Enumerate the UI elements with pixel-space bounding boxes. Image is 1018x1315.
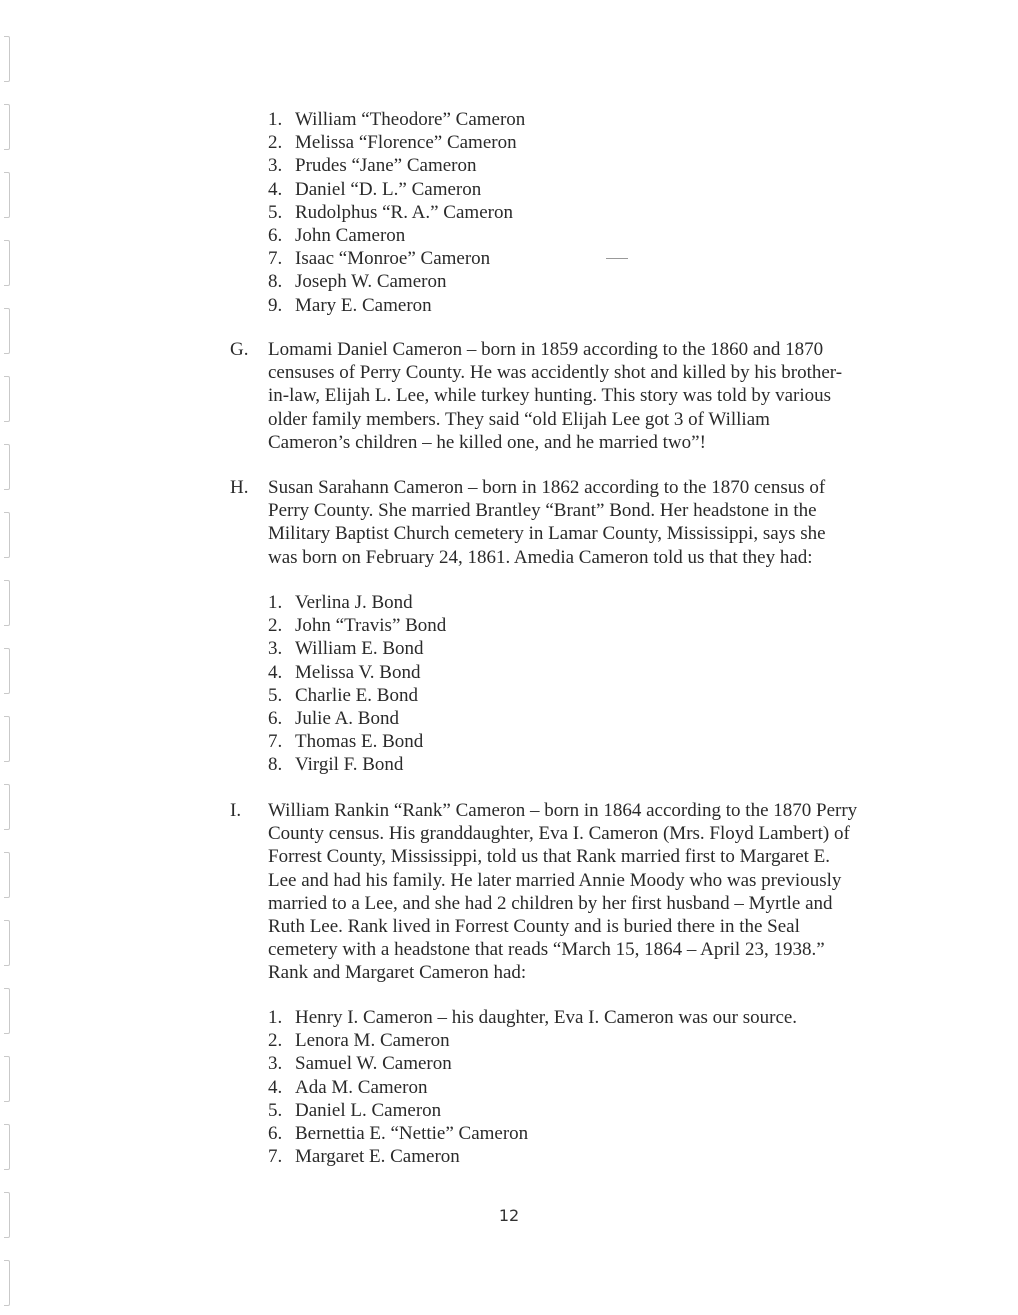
section-letter: I. [230,800,242,821]
binder-mark [4,852,10,898]
binder-mark [4,1056,10,1102]
binder-mark [4,1124,10,1170]
binder-mark [4,444,10,490]
binder-mark [4,920,10,966]
section-paragraph: Lomami Daniel Cameron – born in 1859 according to the 1860 and 1870 censuses of Perry County. He was accidently shot and killed by his brother- in-law, Elijah L. Lee, while turkey hunting. This story was told by various older family members. They said “old Elijah Lee got 3 of William Cameron’s children – he killed one, and he married two”! [268,339,843,453]
binder-mark [4,648,10,694]
section-letter: G. [230,339,249,360]
binder-mark [4,240,10,286]
binder-mark [4,784,10,830]
section-paragraph: Susan Sarahann Cameron – born in 1862 according to the 1870 census of Perry County. She married Brantley “Brant” Bond. Her headstone in the Military Baptist Church cemetery in Lamar County, Mississippi, says she was born on February 24, 1861. Amedia Cameron told us that they had: [268,477,826,568]
section-letter: H. [230,477,249,498]
stray-dash-mark [606,258,628,259]
binder-mark [4,988,10,1034]
binder-hole-marks [0,0,14,1315]
binder-mark [4,716,10,762]
binder-mark [4,36,10,82]
binder-mark [4,1260,10,1306]
section-paragraph: William Rankin “Rank” Cameron – born in 1864 according to the 1870 Perry County census. His granddaughter, Eva I. Cameron (Mrs. Floyd Lambert) of Forrest County, Mississippi, told us that Rank married first to Margaret E. Lee and had his family. He later married Annie Moody who was previously married to a Lee, and she had 2 children by her first husband – Myrtle and Ruth Lee. Rank lived in Forrest County and is buried there in the Seal cemetery with a headstone that reads “March 15, 1864 – April 23, 1938.” Rank and Margaret Cameron had: [268,800,858,984]
binder-mark [4,308,10,354]
document-page: 1. William “Theodore” Cameron 2. Melissa “Florence” Cameron 3. Prudes “Jane” Cameron 4. Daniel “D. L.” Cameron 5. Rudolphus “R. A.” Cameron 6. John Cameron 7. Isaac “Monroe” Cameron 8. Joseph W. Cameron 9. Mary E. Cameron G. Lomami Daniel Cameron – born in 1859 according to the 1860 and 1870 censuses of Perry County. He was accidently shot and killed by his brother- in-law, Elijah L. Lee, while turkey hunting. This story was told by various older family members. They said “old Elijah Lee got 3 of William Cameron’s children – he killed one, and he married two”! H. Susan Sarahann Cameron – born in 1862 according to the 1870 census of Perry County. She married Brantley “Brant” Bond. Her headstone in the Military Baptist Church cemetery in Lamar County, Mississippi, says she was born on February 24, 1861. Amedia Cameron told us that they had: 1. Verlina J. Bond 2. John “Travis” Bond 3. William E. Bond 4. Melissa V. Bond 5. Charlie E. Bond 6. Julie A. Bond 7. Thomas E. Bond 8. Virgil F. Bond I. William Rankin “Rank” Cameron – born in 1864 according to the 1870 Perry County census. His granddaughter, Eva I. Cameron (Mrs. Floyd Lambert) of Forrest County, Mississippi, told us that Rank married first to Margaret E. Lee and had his family. He later married Annie Moody who was previously married to a Lee, and she had 2 children by her first husband – Myrtle and Ruth Lee. Rank lived in Forrest County and is buried there in the Seal cemetery with a headstone that reads “March 15, 1864 – April 23, 1938.” Rank and Margaret Cameron had: 1. Henry I. Cameron – his daughter, Eva I. Cameron was our source. 2. Lenora M. Cameron 3. Samuel W. Cameron 4. Ada M. Cameron 5. Daniel L. Cameron 6. Bernettia E. “Nettie” Cameron 7. Margaret E. Cameron 12 [0,0,1018,1315]
binder-mark [4,376,10,422]
binder-mark [4,172,10,218]
binder-mark [4,580,10,626]
page-number: 12 [498,1206,520,1225]
binder-mark [4,104,10,150]
binder-mark [4,512,10,558]
